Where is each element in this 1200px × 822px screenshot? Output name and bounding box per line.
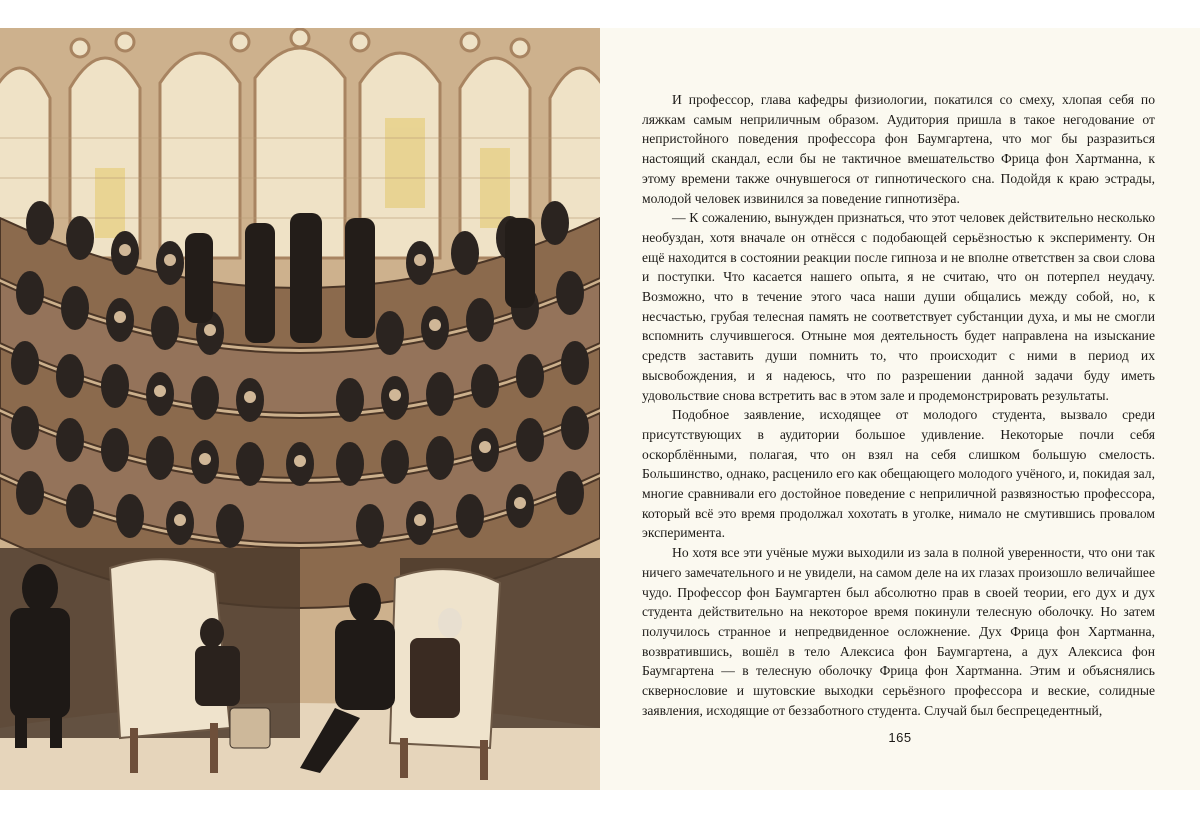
- paragraph-2: — К сожалению, вынужден признаться, что этот человек действительно несколько необуздан, хотя вначале он отнёсся с подобающей серьёзностью к эксперименту. Он ещё находится в состоянии реакции после гипноза и не вполне ответствен за свои слова и поступки. Что касается нашего опыта, я не считаю, что он потерпел неудачу. Возможно, что в течение этого часа наши души общались между собой, но, к несчастью, грубая телесная память не соответствует субстанции духа, и мы не смогли вспомнить случившегося. Отныне моя деятельность будет направлена на изыскание средств заставить души помнить то, что происходит с ними в период их высвобождения, и я надеюсь, что по разрешении данной задачи буду иметь удовольствие снова встретить вас в этом зале и продемонстрировать результаты.: [642, 210, 1155, 403]
- text-column: [642, 90, 1155, 721]
- lecture-hall-illustration: [0, 28, 600, 790]
- paragraph-3: Подобное заявление, исходящее от молодого студента, вызвало среди присутствующих в аудитории большое удивление. Некоторые почли себя оскорблёнными, полагая, что он взял на себя слишком большую смелость. Большинство, однако, расценило его как обещающего молодого учёного, и, покидая зал, многие сравнивали его достойное поведение с неприличной развязностью профессора, который всё это время продолжал хохотать в уголке, нимало не смутившись провалом эксперимента.: [642, 407, 1155, 541]
- paragraph-4: Но хотя все эти учёные мужи выходили из зала в полной уверенности, что они так ничего замечательного и не увидели, на самом деле на их глазах произошло величайшее чудо. Профессор фон Баумгартен был абсолютно прав в своей теории, его дух и дух студента действительно на некоторое время покинули телесную оболочку. Но затем получилось странное и непредвиденное осложнение. Дух Фрица фон Хартманна, возвратившись, вошёл в тело Алексиса фон Баумгартена, а дух Алексиса фон Баумгартена — в телесную оболочку Фрица фон Хартманна. Этим и объяснялись сквернословие и шутовские выходки серьёзного профессора и веские, солидные заявления, исходящие от беззаботного студента. Случай был беспрецедентный,: [642, 545, 1155, 718]
- page-number: 165: [888, 730, 912, 745]
- paragraph-1: И профессор, глава кафедры физиологии, покатился со смеху, хлопая себя по ляжкам самым неприличным образом. Аудитория пришла в такое негодование от непристойного поведения профессора фон Баумгартена, что мог бы разразиться настоящий скандал, если бы не тактичное вмешательство Фрица фон Хартманна, к этому времени также очнувшегося от гипнотического сна. Подойдя к краю эстрады, молодой человек извинился за поведение гипнотизёра.: [642, 92, 1155, 206]
- illustration-drawing: [0, 28, 600, 790]
- text-page: [600, 28, 1200, 790]
